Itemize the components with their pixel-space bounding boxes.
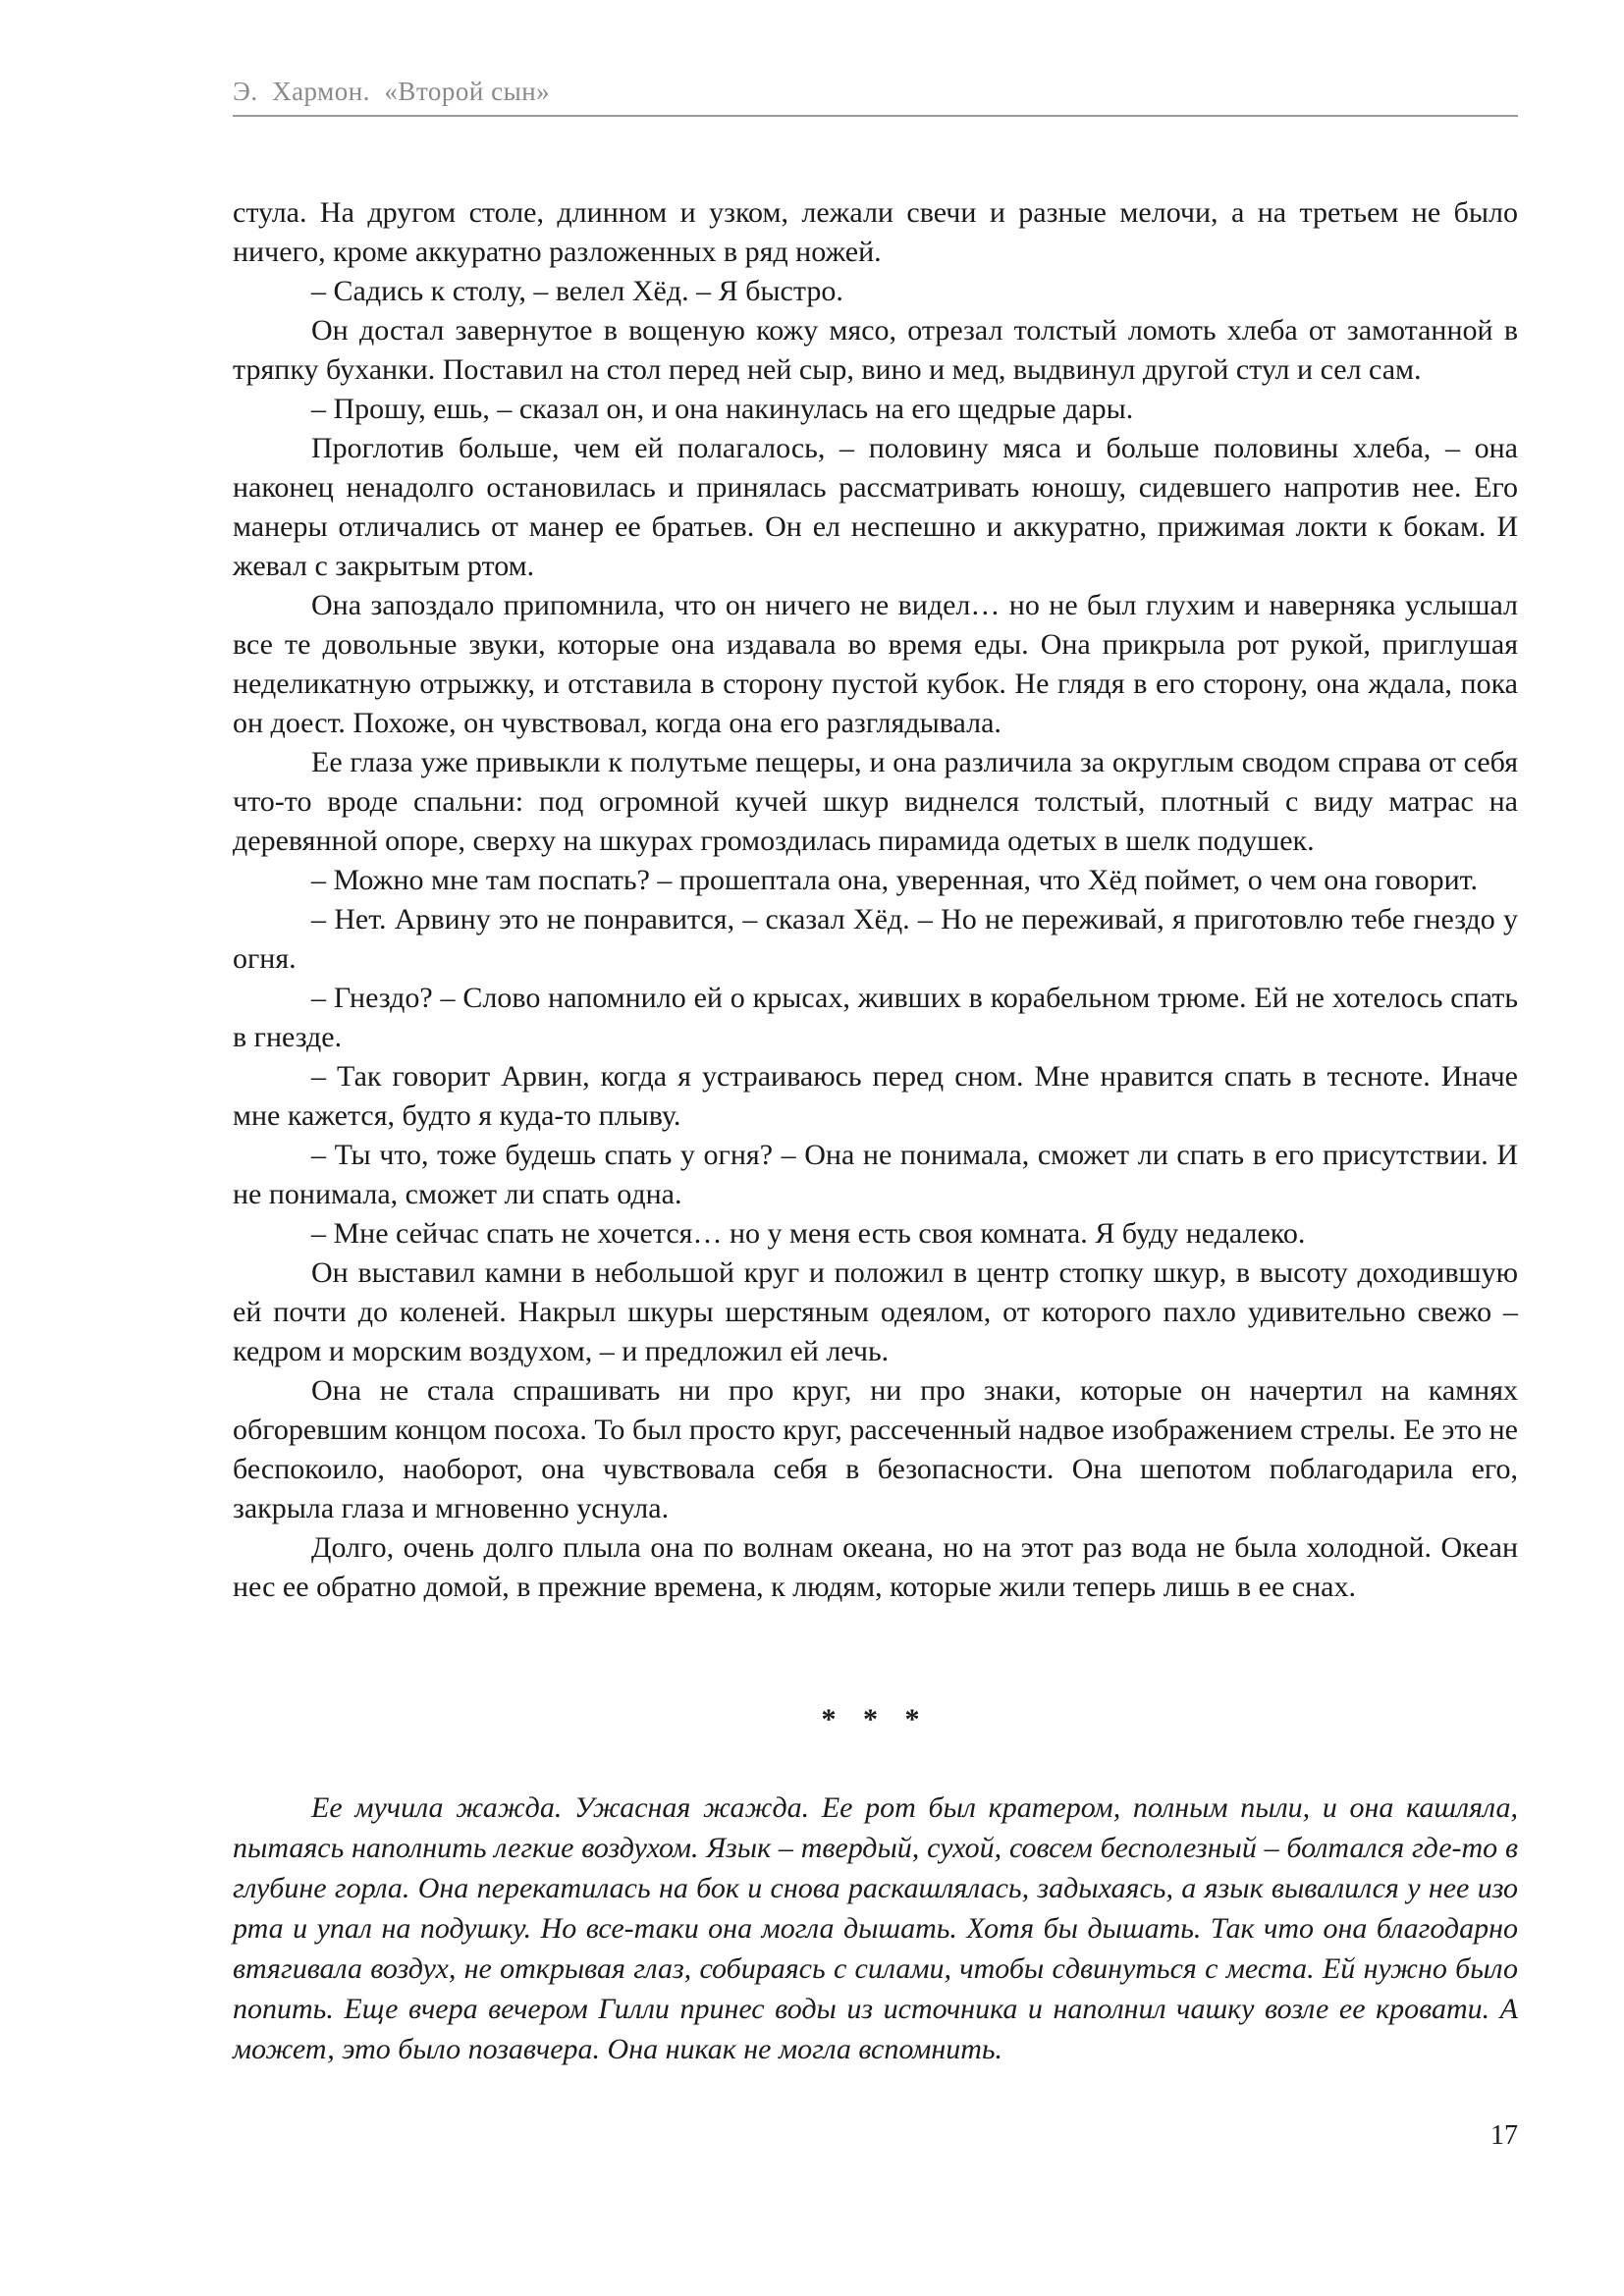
main-text — [233, 193, 1518, 1607]
paragraph: – Так говорит Арвин, когда я устраиваюсь перед сном. Мне нравится спать в тесноте. Иначе мне кажется, будто я куда-то плыву. — [233, 1060, 1518, 1132]
running-head: Э. Хармон. «Второй сын» — [233, 77, 551, 106]
section-separator: * * * — [821, 1703, 930, 1735]
paragraph: – Мне сейчас спать не хочется… но у меня есть своя комната. Я буду недалеко. — [311, 1217, 1306, 1250]
header-rule — [233, 115, 1518, 117]
paragraph: – Гнездо? – Слово напомнило ей о крысах, живших в корабельном трюме. Ей не хотелось спать в гнезде. — [233, 982, 1518, 1053]
paragraph: – Прошу, ешь, – сказал он, и она накинулась на его щедрые дары. — [311, 393, 1134, 425]
paragraph: – Садись к столу, – велел Хёд. – Я быстро. — [311, 275, 843, 307]
italic-section — [233, 1788, 1518, 2069]
page-number: 17 — [1490, 2120, 1518, 2151]
paragraph: Ее глаза уже привыкли к полутьме пещеры, и она различила за округлым сводом справа от себя что-то вроде спальни: под огромной кучей шкур виднелся толстый, плотный с виду матрас на деревянной опоре, сверху на шкурах громоздилась пирамида одетых в шелк подушек. — [233, 746, 1518, 857]
paragraph: Она не стала спрашивать ни про круг, ни про знаки, которые он начертил на камнях обгоревшим концом посоха. То был просто круг, рассеченный надвое изображением стрелы. Ее это не беспокоило, наоборот, она чувствовала себя в безопасности. Она шепотом поблагодарила его, закрыла глаза и мгновенно уснула. — [233, 1374, 1518, 1524]
paragraph: Долго, очень долго плыла она по волнам океана, но на этот раз вода не была холодной. Океан нес ее обратно домой, в прежние времена, к людям, которые жили теперь лишь в ее снах. — [233, 1531, 1518, 1603]
paragraph: стула. На другом столе, длинном и узком, лежали свечи и разные мелочи, а на третьем не было ничего, кроме аккуратно разложенных в ряд ножей. — [233, 196, 1518, 268]
paragraph: – Можно мне там поспать? – прошептала она, уверенная, что Хёд поймет, о чем она говорит. — [311, 864, 1478, 896]
italic-paragraph: Ее мучила жажда. Ужасная жажда. Ее рот был кратером, полным пыли, и она кашляла, пытаясь наполнить легкие воздухом. Язык – твердый, сухой, совсем бесполезный – болтался где-то в глубине горла. Она перекатилась на бок и снова раскашлялась, задыхаясь, а язык вывалился у нее изо рта и упал на подушку. Но все-таки она могла дышать. Хотя бы дышать. Так что она благодарно втягивала воздух, не открывая глаз, собираясь с силами, чтобы сдвинуться с места. Ей нужно было попить. Еще вчера вечером Гилли принес воды из источника и наполнил чашку возле ее кровати. А может, это было позавчера. Она никак не могла вспомнить. — [233, 1791, 1518, 2065]
paragraph: Проглотив больше, чем ей полагалось, – половину мяса и больше половины хлеба, – она наконец ненадолго остановилась и принялась рассматривать юношу, сидевшего напротив нее. Его манеры отличались от манер ее братьев. Он ел неспешно и аккуратно, прижимая локти к бокам. И жевал с закрытым ртом. — [233, 432, 1518, 582]
paragraph: Он достал завернутое в вощеную кожу мясо, отрезал толстый ломоть хлеба от замотанной в тряпку буханки. Поставил на стол перед ней сыр, вино и мед, выдвинул другой стул и сел сам. — [233, 314, 1518, 386]
paragraph: – Ты что, тоже будешь спать у огня? – Она не понимала, сможет ли спать в его присутствии. И не понимала, сможет ли спать одна. — [233, 1139, 1518, 1210]
paragraph: – Нет. Арвину это не понравится, – сказал Хёд. – Но не переживай, я приготовлю тебе гнездо у огня. — [233, 903, 1518, 975]
paragraph: Она запоздало припомнила, что он ничего не видел… но не был глухим и наверняка услышал все те довольные звуки, которые она издавала во время еды. Она прикрыла рот рукой, приглушая неделикатную отрыжку, и отставила в сторону пустой кубок. Не глядя в его сторону, она ждала, пока он доест. Похоже, он чувствовал, когда она его разглядывала. — [233, 589, 1518, 739]
paragraph: Он выставил камни в небольшой круг и положил в центр стопку шкур, в высоту доходившую ей почти до коленей. Накрыл шкуры шерстяным одеялом, от которого пахло удивительно свежо – кедром и морским воздухом, – и предложил ей лечь. — [233, 1256, 1518, 1367]
